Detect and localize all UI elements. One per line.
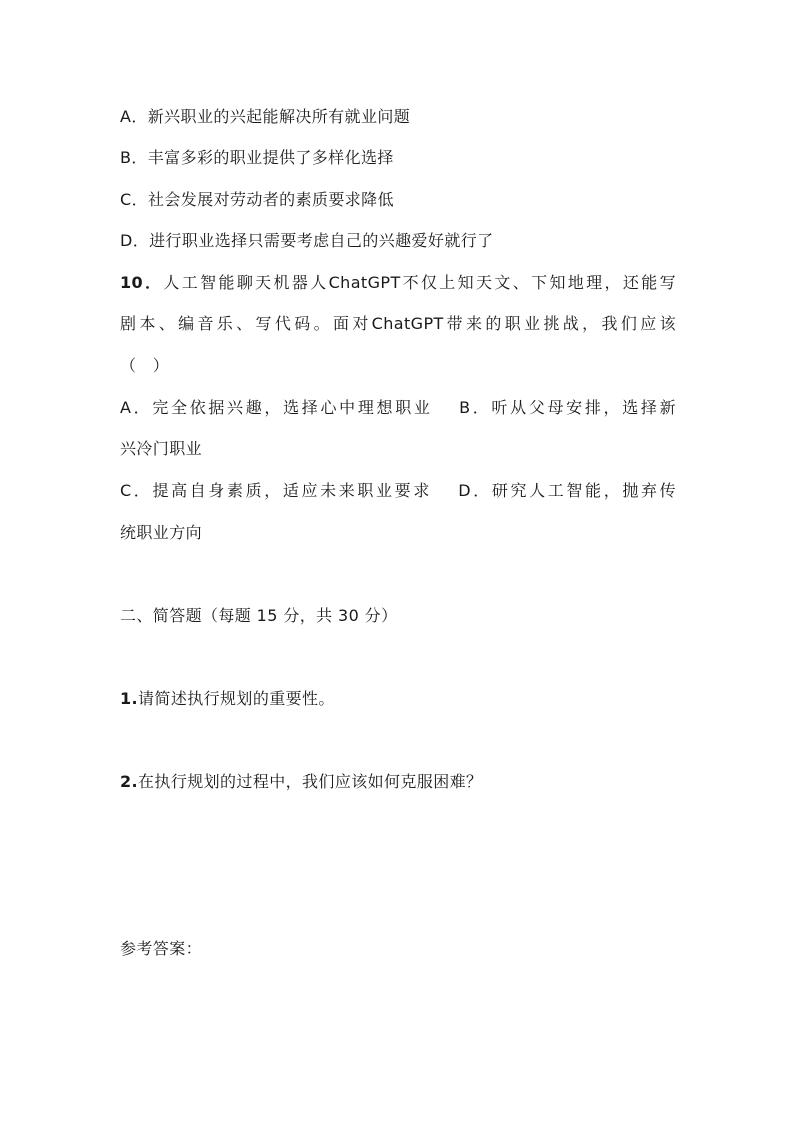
option-9a: A．新兴职业的兴起能解决所有就业问题 xyxy=(120,107,411,126)
answers-heading: 参考答案： xyxy=(120,939,203,958)
option-10-ab-line1: A．完全依据兴趣，选择心中理想职业 B．听从父母安排，选择新 xyxy=(120,398,676,417)
option-9c: C．社会发展对劳动者的素质要求降低 xyxy=(120,190,394,209)
short-answer-q2-text: 在执行规划的过程中，我们应该如何克服困难？ xyxy=(138,772,483,791)
short-answer-q2 xyxy=(120,771,482,793)
option-9d: D．进行职业选择只需要考虑自己的兴趣爱好就行了 xyxy=(120,231,494,250)
question-10-line1 xyxy=(120,272,676,294)
short-answer-q2-number: 2. xyxy=(120,772,139,791)
short-answer-q1-number: 1. xyxy=(120,689,139,708)
option-9b: B．丰富多彩的职业提供了多样化选择 xyxy=(120,148,394,167)
question-10-stem-part1: 人工智能聊天机器人ChatGPT不仅上知天文、下知地理，还能写 xyxy=(163,273,676,292)
short-answer-q1 xyxy=(120,688,335,710)
short-answer-q1-text: 请简述执行规划的重要性。 xyxy=(138,689,335,708)
question-10-line2: 剧本、编音乐、写代码。面对ChatGPT带来的职业挑战，我们应该 xyxy=(120,314,676,333)
option-10-ab-line2: 兴冷门职业 xyxy=(120,439,203,458)
option-10-cd-line1: C．提高自身素质，适应未来职业要求 D．研究人工智能，抛弃传 xyxy=(120,481,676,500)
question-10-number: 10． xyxy=(120,273,164,292)
section-heading-short-answer: 二、简答题（每题 15 分，共 30 分） xyxy=(120,606,398,625)
option-10-cd-line2: 统职业方向 xyxy=(120,523,203,542)
question-10-bracket: （ ） xyxy=(120,356,170,375)
